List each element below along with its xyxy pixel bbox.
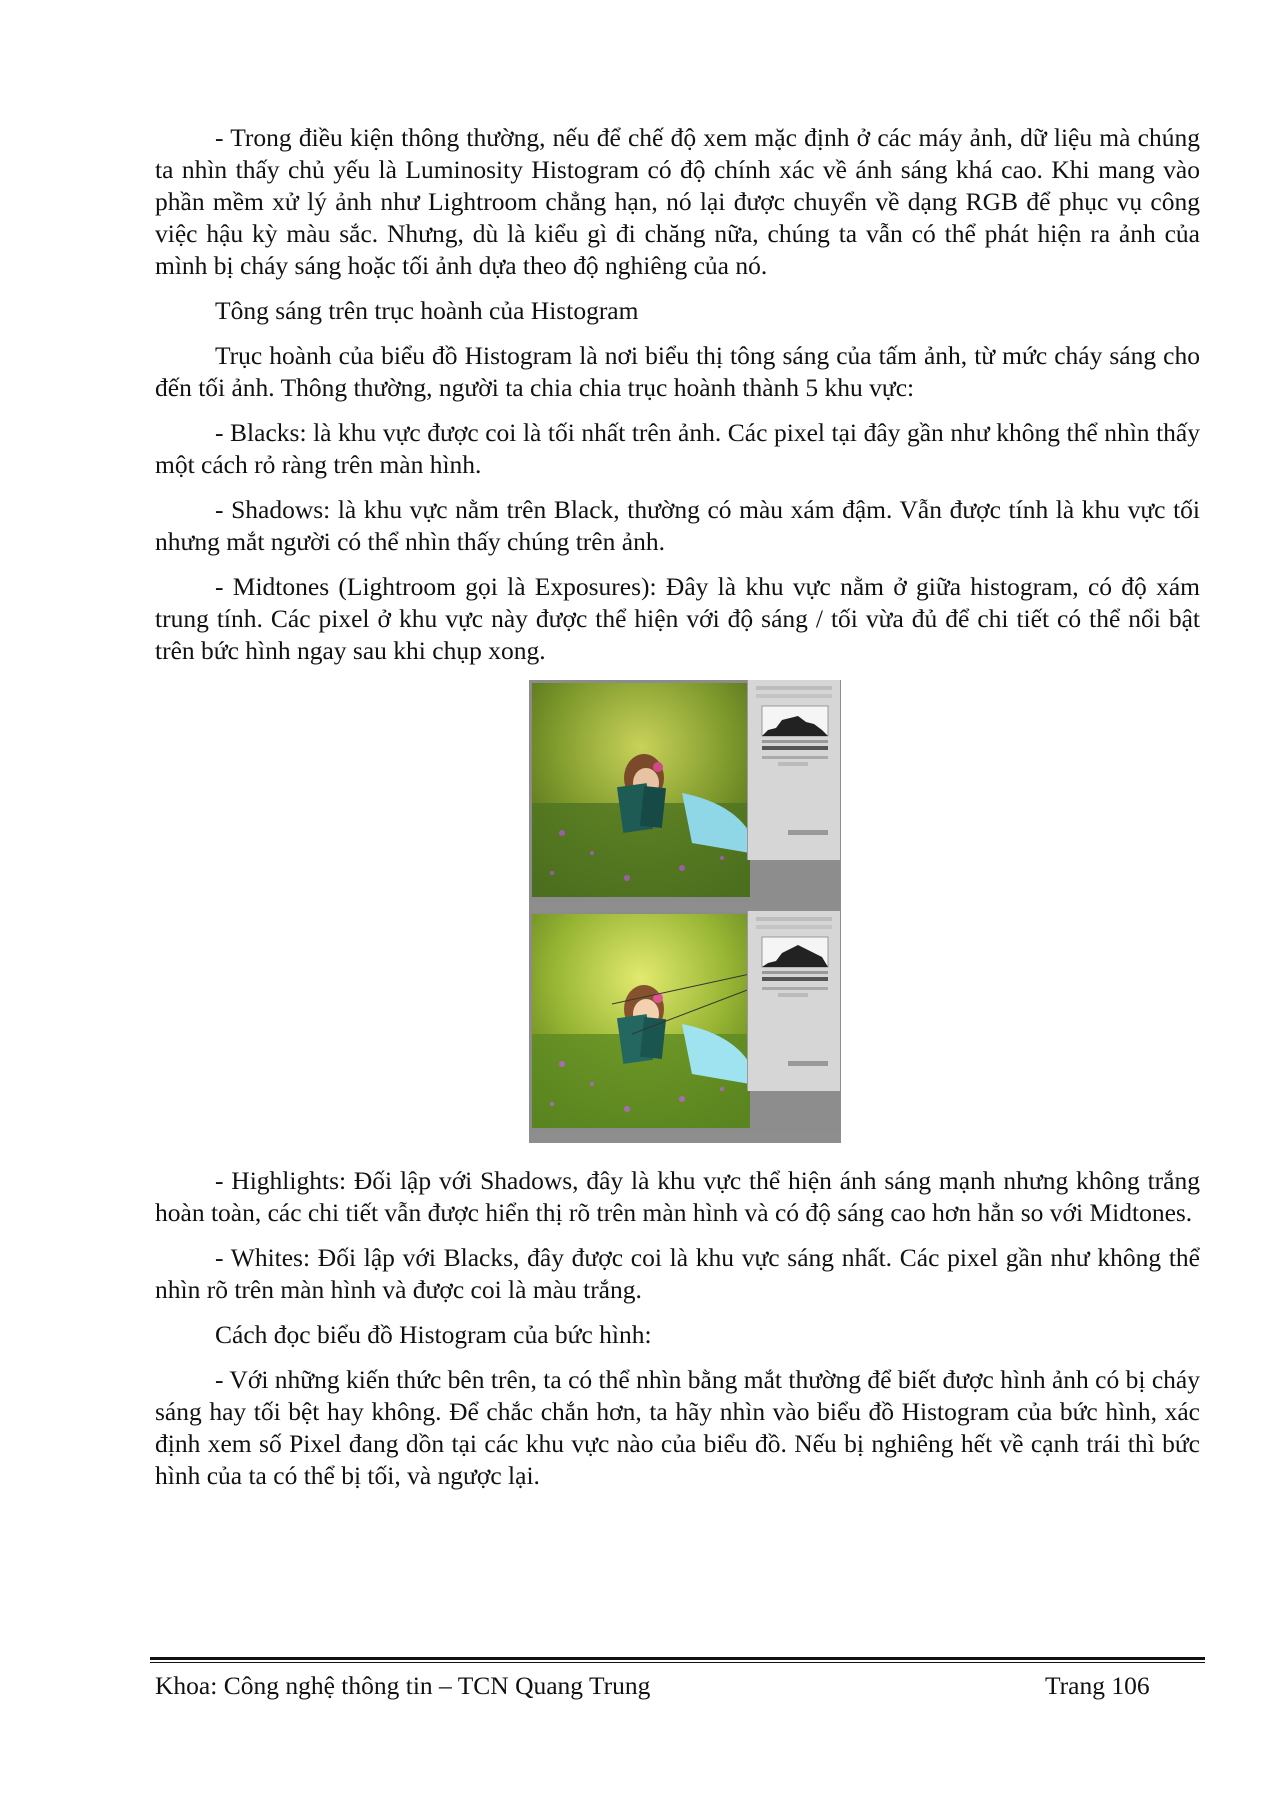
canvas-background	[750, 1091, 841, 1133]
histogram-levels-figure	[529, 680, 841, 1143]
paragraph-reading-histogram: - Với những kiến thức bên trên, ta có thể nhìn bằng mắt thường để biết được hình ảnh có bị cháy sáng hay tối bệt hay không. Để chắc chắn hơn, ta hãy nhìn vào biểu đồ Histogram của bức hình, xác định xem số Pixel đang dồn tại các khu vực nào của biểu đồ. Nếu bị nghiêng hết về cạnh trái thì bức hình của ta có thể bị tối, và ngược lại.	[155, 1365, 1200, 1490]
paragraph-whites: - Whites: Đối lập với Blacks, đây được coi là khu vực sáng nhất. Các pixel gần như không thể nhìn rõ trên màn hình và được coi là màu trắng.	[155, 1243, 1200, 1304]
footer-rule-thin	[150, 1662, 1205, 1663]
levels-panel-after	[747, 911, 840, 1091]
footer-department: Khoa: Công nghệ thông tin – TCN Quang Trung	[155, 1671, 651, 1700]
footer-page-number: Trang 106	[1045, 1671, 1150, 1700]
after-screenshot	[529, 911, 841, 1133]
footer-rule	[150, 1657, 1205, 1660]
levels-panel-before	[747, 680, 840, 860]
heading-tonal-axis: Tông sáng trên trục hoành của Histogram	[215, 296, 639, 325]
photo-girl-with-book-after	[532, 914, 750, 1128]
paragraph-blacks: - Blacks: là khu vực được coi là tối nhất trên ảnh. Các pixel tại đây gần như không thể nhìn thấy một cách rỏ ràng trên màn hình.	[155, 418, 1200, 479]
before-screenshot	[529, 680, 841, 902]
heading-how-to-read: Cách đọc biểu đồ Histogram của bức hình:	[215, 1320, 652, 1349]
paragraph-axis-zones: Trục hoành của biểu đồ Histogram là nơi biểu thị tông sáng của tấm ảnh, từ mức cháy sáng cho đến tối ảnh. Thông thường, người ta chia chia trục hoành thành 5 khu vực:	[155, 341, 1200, 402]
photo-girl-with-book-before	[532, 683, 750, 897]
paragraph-shadows: - Shadows: là khu vực nằm trên Black, thường có màu xám đậm. Vẫn được tính là khu vực tối nhưng mắt người có thể nhìn thấy chúng trên ảnh.	[155, 495, 1200, 556]
canvas-background	[750, 860, 841, 902]
paragraph-luminosity: - Trong điều kiện thông thường, nếu để chế độ xem mặc định ở các máy ảnh, dữ liệu mà chúng ta nhìn thấy chủ yếu là Luminosity Histogram có độ chính xác về ánh sáng khá cao. Khi mang vào phần mềm xử lý ảnh như Lightroom chẳng hạn, nó lại được chuyển về dạng RGB để phục vụ công việc hậu kỳ màu sắc. Nhưng, dù là kiểu gì đi chăng nữa, chúng ta vẫn có thể phát hiện ra ảnh của mình bị cháy sáng hoặc tối ảnh dựa theo độ nghiêng của nó.	[155, 123, 1200, 280]
page-content	[155, 122, 1200, 1505]
paragraph-midtones: - Midtones (Lightroom gọi là Exposures): Đây là khu vực nằm ở giữa histogram, có độ xám trung tính. Các pixel ở khu vực này được thể hiện với độ sáng / tối vừa đủ để chi tiết có thể nổi bật trên bức hình ngay sau khi chụp xong.	[155, 572, 1200, 665]
paragraph-highlights: - Highlights: Đối lập với Shadows, đây là khu vực thể hiện ánh sáng mạnh nhưng không trắng hoàn toàn, các chi tiết vẫn được hiển thị rõ trên màn hình và có độ sáng cao hơn hẳn so với Midtones.	[155, 1166, 1200, 1227]
